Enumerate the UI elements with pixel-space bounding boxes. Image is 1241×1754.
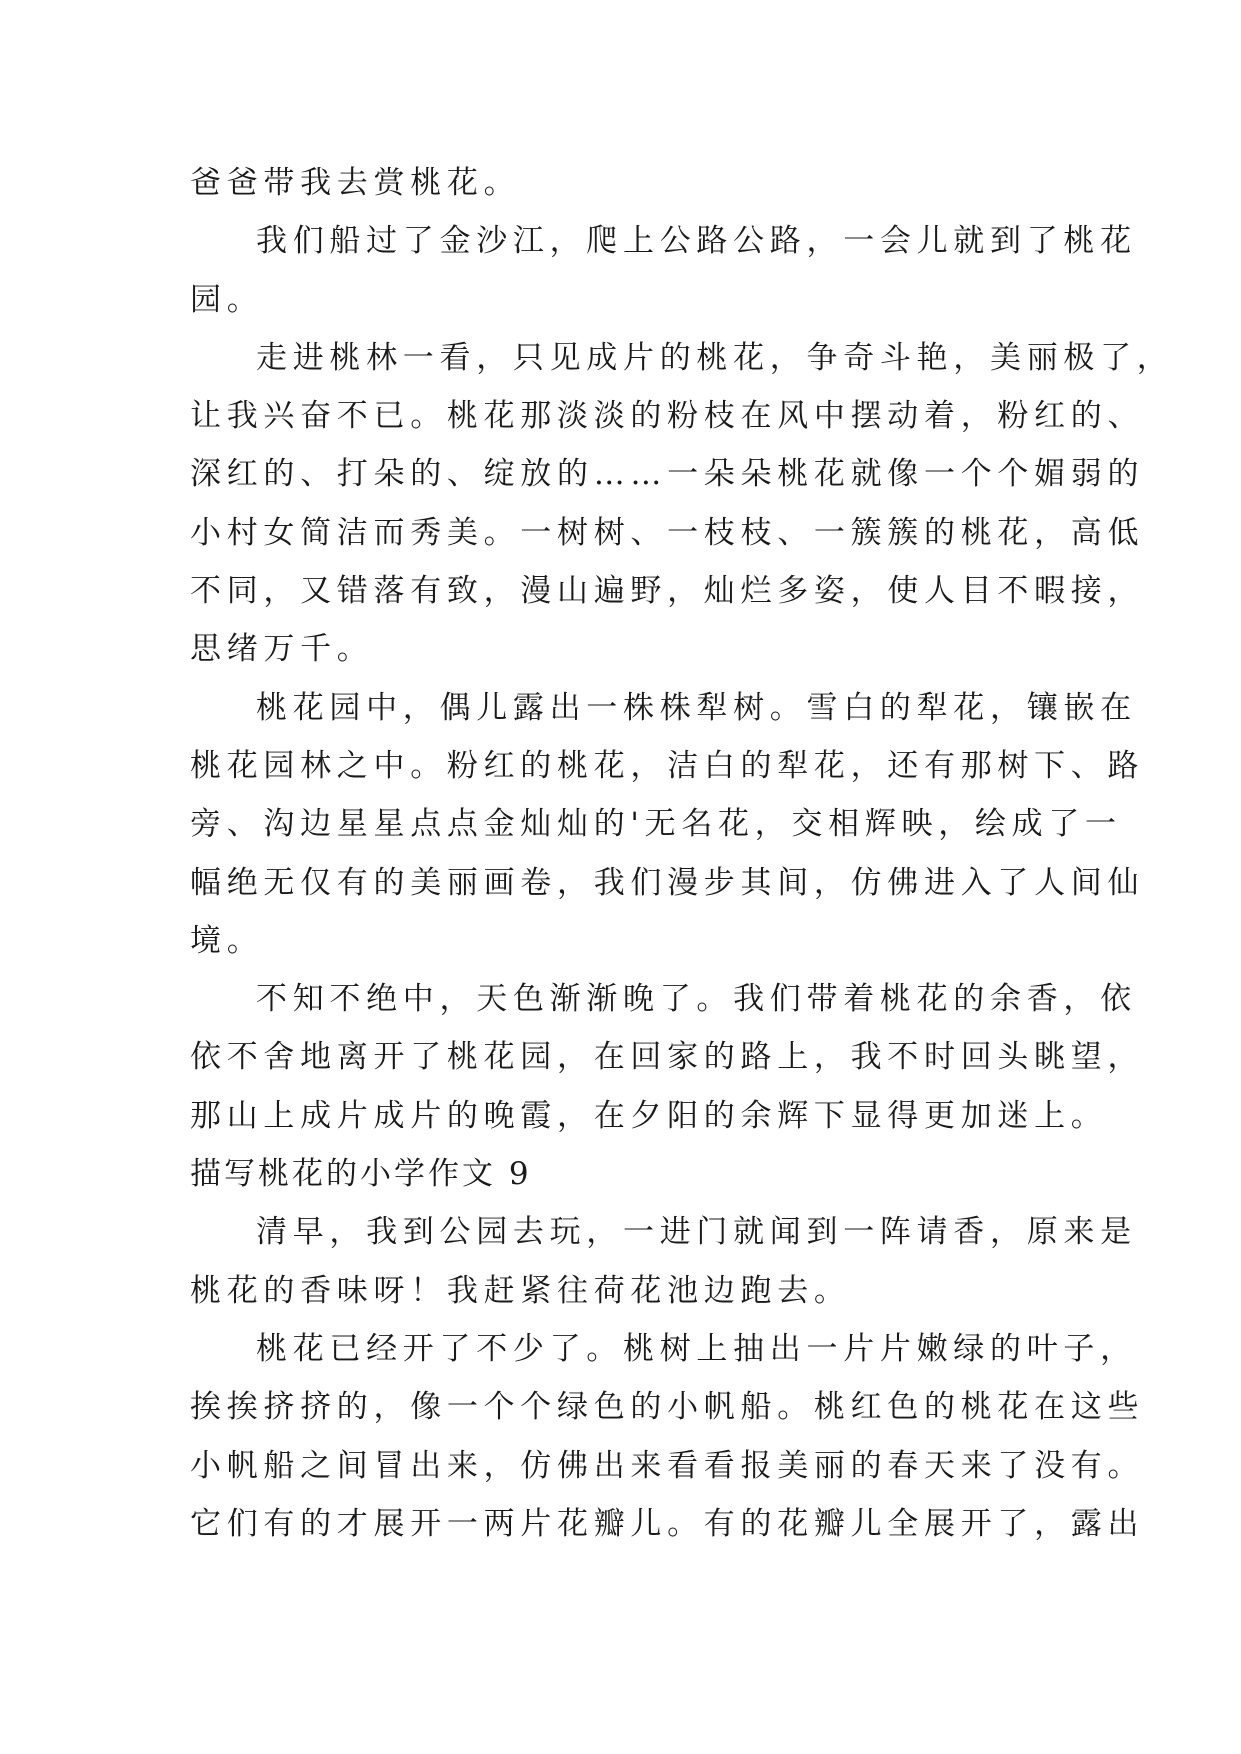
text-line: 它们有的才展开一两片花瓣儿。有的花瓣儿全展开了，露出 bbox=[190, 1505, 1145, 1542]
paragraph-start-line: 走进桃林一看，只见成片的桃花，争奇斗艳，美丽极了， bbox=[256, 339, 1174, 376]
text-line: 小帆船之间冒出来，仿佛出来看看报美丽的春天来了没有。 bbox=[190, 1447, 1145, 1484]
essay-text bbox=[190, 154, 1174, 1553]
paragraph-start-line: 不知不绝中，天色渐渐晚了。我们带着桃花的余香，依 bbox=[256, 981, 1137, 1018]
text-line: 旁、沟边星星点点金灿灿的'无名花，交相辉映，绘成了一 bbox=[190, 806, 1122, 843]
text-line: 小村女简洁而秀美。一树树、一枝枝、一簇簇的桃花，高低 bbox=[190, 514, 1145, 551]
paragraph-start-line: 清早，我到公园去玩，一进门就闻到一阵请香，原来是 bbox=[256, 1214, 1137, 1251]
text-line: 依不舍地离开了桃花园，在回家的路上，我不时回头眺望， bbox=[190, 1039, 1145, 1076]
text-line: 境。 bbox=[190, 922, 264, 959]
text-line: 思绪万千。 bbox=[190, 631, 374, 668]
text-line: 幅绝无仅有的美丽画卷，我们漫步其间，仿佛进入了人间仙 bbox=[190, 864, 1145, 901]
text-line: 桃花的香味呀！我赶紧往荷花池边跑去。 bbox=[190, 1272, 851, 1309]
paragraph-start-line: 桃花园中，偶儿露出一株株犁树。雪白的犁花，镶嵌在 bbox=[256, 689, 1137, 726]
text-line: 不同，又错落有致，漫山遍野，灿烂多姿，使人目不暇接， bbox=[190, 573, 1145, 610]
text-line: 园。 bbox=[190, 281, 264, 318]
text-line: 那山上成片成片的晚霞，在夕阳的余辉下显得更加迷上。 bbox=[190, 1097, 1108, 1134]
text-line: 让我兴奋不已。桃花那淡淡的粉枝在风中摆动着，粉红的、 bbox=[190, 398, 1145, 435]
text-line: 挨挨挤挤的，像一个个绿色的小帆船。桃红色的桃花在这些 bbox=[190, 1389, 1145, 1426]
text-line: 深红的、打朵的、绽放的……一朵朵桃花就像一个个媚弱的 bbox=[190, 456, 1145, 493]
section-heading: 描写桃花的小学作文 9 bbox=[190, 1156, 532, 1193]
text-line: 爸爸带我去赏桃花。 bbox=[190, 165, 521, 201]
paragraph-start-line: 我们船过了金沙江，爬上公路公路，一会儿就到了桃花 bbox=[256, 223, 1137, 260]
text-line: 桃花园林之中。粉红的桃花，洁白的犁花，还有那树下、路 bbox=[190, 747, 1145, 784]
paragraph-start-line: 桃花已经开了不少了。桃树上抽出一片片嫩绿的叶子， bbox=[256, 1330, 1137, 1367]
